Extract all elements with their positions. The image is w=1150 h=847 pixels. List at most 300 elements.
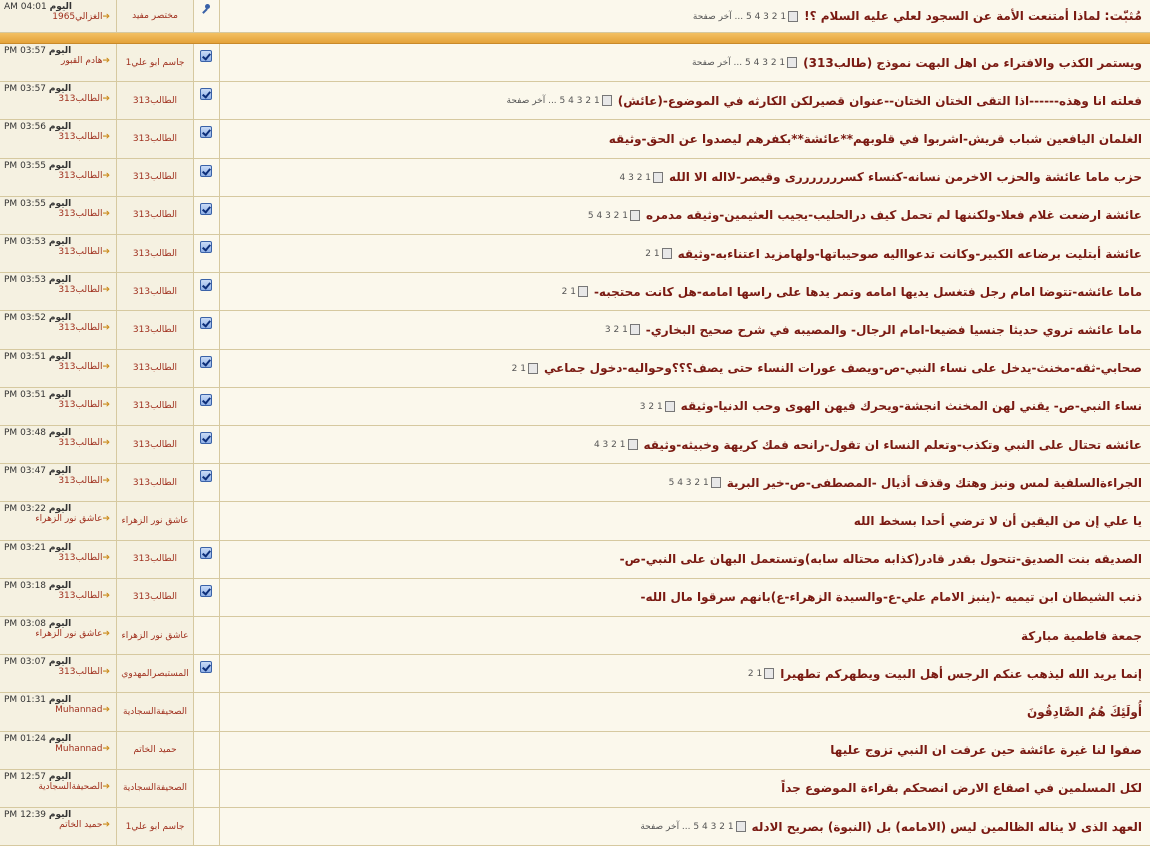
- last-poster-link[interactable]: [4, 247, 112, 257]
- last-post-cell: [0, 617, 117, 654]
- multipage-icon: [665, 401, 675, 412]
- last-poster-link[interactable]: [4, 744, 112, 754]
- last-post-time: [4, 390, 112, 400]
- checkmark-icon: [200, 279, 212, 291]
- thread-row: [0, 770, 1150, 808]
- thread-title-link[interactable]: ذنب الشيطان ابن تيميه -(ينبز الامام علي-ع-والسيدة الزهراء-ع)بانهم سرقوا مال الله-: [640, 590, 1142, 605]
- checkmark-icon: [200, 661, 212, 673]
- multipage-icon: [764, 668, 774, 679]
- time-day: اليوم: [49, 2, 72, 12]
- time-day: اليوم: [48, 466, 72, 477]
- thread-row: [0, 311, 1150, 349]
- time-day: اليوم: [48, 46, 72, 56]
- last-post-time: [4, 46, 112, 56]
- time-clock: 03:53 PM: [4, 275, 49, 286]
- thread-status-cell: [194, 235, 220, 272]
- thread-title-cell: [220, 235, 1150, 272]
- last-poster-name: عاشق نور الزهراء: [35, 629, 103, 639]
- multipage-icon: [787, 57, 797, 68]
- last-poster-name: الطالب313: [58, 590, 103, 601]
- thread-row: [0, 82, 1150, 120]
- checkmark-icon: [200, 547, 212, 559]
- thread-title-cell: [220, 617, 1150, 654]
- multipage-icon: [578, 286, 588, 297]
- page-links-text[interactable]: 1 2 3 4: [593, 440, 626, 451]
- last-poster-name: Muhannad: [55, 743, 103, 754]
- last-post-cell: [0, 311, 117, 348]
- thread-title-link[interactable]: يا علي إن من اليقين أن لا ترضي أحدا بسخط الله: [853, 513, 1142, 528]
- thread-title-cell: [220, 197, 1150, 234]
- thread-title-cell: [220, 693, 1150, 730]
- page-links-text[interactable]: 1 2: [561, 287, 576, 298]
- thread-row: [0, 502, 1150, 540]
- thread-title-link[interactable]: لكل المسلمين في اصقاع الارض انصحكم بقراءة الموضوع جداً: [781, 781, 1142, 796]
- last-post-time: [4, 734, 112, 744]
- time-clock: 03:53 PM: [4, 237, 49, 247]
- thread-starter[interactable]: عاشق نور الزهراء: [117, 617, 194, 654]
- time-clock: 03:18 PM: [4, 580, 49, 591]
- page-links[interactable]: [645, 248, 671, 259]
- time-clock: 03:22 PM: [4, 504, 49, 515]
- last-poster-link[interactable]: [4, 323, 112, 333]
- thread-row: [0, 350, 1150, 388]
- page-links[interactable]: [692, 57, 797, 68]
- last-poster-link[interactable]: [4, 476, 112, 486]
- thread-starter[interactable]: الطالب313: [117, 426, 194, 463]
- last-post-cell: [0, 655, 117, 692]
- sticky-thread-row: [0, 0, 1150, 33]
- thread-starter[interactable]: حميد الخاتم: [117, 732, 194, 769]
- last-post-time: [4, 428, 112, 438]
- thread-row: [0, 44, 1150, 82]
- thread-title-link[interactable]: ماما عائشه تروي حديثا جنسيا فضيعا-امام الرجال- والمصيبه في شرح صحيح البخاري-: [645, 322, 1142, 337]
- thread-status-cell: [194, 120, 220, 157]
- time-day: اليوم: [48, 84, 72, 95]
- thread-starter[interactable]: الطالب313: [117, 350, 194, 387]
- last-post-cell: [0, 579, 117, 616]
- thread-status-cell: [194, 464, 220, 501]
- last-poster-link[interactable]: [4, 285, 112, 295]
- thread-row: [0, 426, 1150, 464]
- thread-title-link[interactable]: ماما عائشه-تتوضا امام رجل فتغسل يديها امامه وتمر يدها على راسها امامه-هل كانت محتجبه-: [593, 284, 1142, 299]
- time-day: اليوم: [48, 428, 72, 438]
- multipage-icon: [653, 172, 663, 183]
- last-post-time: [4, 122, 112, 132]
- page-links[interactable]: [512, 363, 538, 374]
- multipage-icon: [628, 439, 638, 450]
- thread-title-cell: [220, 732, 1150, 769]
- thread-starter[interactable]: الطالب313: [117, 388, 194, 425]
- page-links[interactable]: [605, 324, 640, 335]
- thread-title-cell: [220, 0, 1150, 32]
- thread-row: [0, 464, 1150, 502]
- thread-status-cell: [194, 655, 220, 692]
- go-last-post-icon[interactable]: ➔: [102, 705, 110, 716]
- page-links[interactable]: [640, 821, 745, 832]
- last-post-cell: [0, 235, 117, 272]
- checkmark-icon: [200, 470, 212, 482]
- thread-row: [0, 732, 1150, 770]
- last-post-time: [4, 619, 112, 629]
- page-links-text[interactable]: 1 2 3: [604, 325, 628, 336]
- thread-title-link[interactable]: فعلته انا وهذه------اذا التقى الختان الختان--عنوان قصيرلكن الكارثه في الموضوع-(عائش): [617, 93, 1142, 108]
- page-links-text[interactable]: 1 2: [645, 249, 660, 260]
- page-links[interactable]: [507, 95, 612, 106]
- page-links[interactable]: [594, 439, 638, 450]
- thread-title-cell: [220, 464, 1150, 501]
- thread-title-cell: [220, 273, 1150, 310]
- last-poster-link[interactable]: [4, 553, 112, 563]
- go-last-post-icon[interactable]: ➔: [102, 552, 110, 563]
- last-post-cell: [0, 732, 117, 769]
- section-separator: [0, 33, 1150, 44]
- last-poster-link[interactable]: [4, 667, 112, 677]
- time-day: اليوم: [48, 771, 72, 782]
- thread-title-cell: [220, 388, 1150, 425]
- thread-title-cell: [220, 808, 1150, 845]
- last-post-time: [4, 237, 112, 247]
- last-post-cell: [0, 44, 117, 81]
- last-poster-link[interactable]: [4, 400, 112, 410]
- last-post-cell: [0, 770, 117, 807]
- multipage-icon: [788, 11, 798, 22]
- last-poster-link[interactable]: [4, 362, 112, 372]
- go-last-post-icon[interactable]: ➔: [102, 514, 110, 525]
- time-day: اليوم: [48, 313, 72, 324]
- thread-row: [0, 693, 1150, 731]
- last-poster-name: Muhannad: [55, 705, 103, 716]
- thread-starter[interactable]: الطالب313: [117, 273, 194, 310]
- page-links[interactable]: [693, 11, 798, 22]
- last-poster-name: الطالب313: [58, 552, 103, 563]
- thread-row: [0, 197, 1150, 235]
- thread-title-link[interactable]: عائشه تحتال على النبي وتكذب-وتعلم النساء ان تقول-رانحه فمك كريهة وخبيثه-وثيقه: [643, 437, 1142, 452]
- thread-starter[interactable]: مختصر مفيد: [117, 0, 194, 32]
- thread-status-cell: [194, 159, 220, 196]
- last-poster-name: الطالب313: [58, 323, 103, 334]
- thread-title-link[interactable]: لماذا أمتنعت الأمة عن السجود لعلي عليه السلام ؟!: [804, 9, 1101, 23]
- go-last-post-icon[interactable]: ➔: [102, 247, 110, 257]
- thread-status-cell: [194, 541, 220, 578]
- checkmark-icon: [200, 50, 212, 62]
- thread-title-cell: [220, 655, 1150, 692]
- time-clock: 03:21 PM: [4, 542, 49, 553]
- page-links-text[interactable]: 1 2 3: [639, 401, 663, 412]
- last-post-cell: [0, 502, 117, 539]
- thread-starter[interactable]: جاسم ابو علي1: [117, 808, 194, 845]
- thread-starter[interactable]: عاشق نور الزهراء: [117, 502, 194, 539]
- thread-starter[interactable]: الطالب313: [117, 579, 194, 616]
- last-poster-name: عاشق نور الزهراء: [35, 514, 103, 525]
- thread-title-link[interactable]: الغلمان اليافعين شباب قريش-اشربوا في قلوبهم**عائشة**بكفرهم ليصدوا عن الحق-وثيقه: [608, 131, 1142, 146]
- time-clock: 03:47 PM: [4, 466, 49, 477]
- pin-icon: [200, 4, 212, 16]
- thread-starter[interactable]: الطالب313: [117, 541, 194, 578]
- time-clock: 03:51 PM: [4, 389, 49, 400]
- thread-status-cell: [194, 693, 220, 730]
- go-last-post-icon[interactable]: ➔: [102, 56, 110, 66]
- thread-starter[interactable]: الطالب313: [117, 235, 194, 272]
- thread-status-cell: [194, 350, 220, 387]
- time-clock: 01:31 PM: [4, 695, 49, 706]
- thread-row: [0, 808, 1150, 846]
- thread-starter[interactable]: الطالب313: [117, 159, 194, 196]
- last-post-time: [4, 313, 112, 323]
- go-last-post-icon[interactable]: ➔: [102, 170, 110, 181]
- last-post-time: [4, 810, 112, 820]
- last-post-time: [4, 695, 112, 705]
- thread-title-cell: [220, 541, 1150, 578]
- checkmark-icon: [200, 241, 212, 253]
- page-links-text[interactable]: 1 2: [511, 363, 526, 374]
- thread-starter[interactable]: الطالب313: [117, 82, 194, 119]
- go-last-post-icon[interactable]: ➔: [102, 94, 110, 105]
- multipage-icon: [630, 324, 640, 335]
- time-day: اليوم: [48, 695, 72, 706]
- last-post-time: [4, 199, 112, 209]
- last-post-time: [4, 84, 112, 94]
- last-post-time: [4, 352, 112, 362]
- time-day: اليوم: [48, 389, 72, 400]
- thread-starter[interactable]: الصحيفةالسجادية: [117, 693, 194, 730]
- time-clock: 03:08 PM: [4, 619, 49, 629]
- last-post-time: [4, 657, 112, 667]
- thread-row: [0, 235, 1150, 273]
- checkmark-icon: [200, 88, 212, 100]
- last-post-cell: [0, 82, 117, 119]
- page-links-text[interactable]: 1 2 3 4 5 ... آخر صفحة: [692, 11, 787, 22]
- thread-starter[interactable]: الطالب313: [117, 197, 194, 234]
- thread-title-link[interactable]: الجراءةالسلفية لمس ونبز وهتك وقذف أذيال -المصطفى-ص-خير البرية: [726, 475, 1142, 490]
- thread-title-link[interactable]: صحابي-ثقه-مخنث-يدخل على نساء النبي-ص-ويصف عورات النساء حتى يصف؟؟؟وحواليه-دخول جماعي: [543, 361, 1142, 376]
- thread-title-cell: [220, 311, 1150, 348]
- thread-starter[interactable]: الطالب313: [117, 464, 194, 501]
- last-poster-name: الغزالي1965: [52, 12, 103, 22]
- go-last-post-icon[interactable]: ➔: [102, 820, 110, 830]
- last-poster-name: حميد الخاتم: [59, 820, 103, 830]
- last-post-time: [4, 772, 112, 782]
- last-post-cell: [0, 808, 117, 845]
- time-clock: 03:55 PM: [4, 198, 49, 209]
- page-links[interactable]: [619, 172, 663, 183]
- thread-status-cell: [194, 732, 220, 769]
- page-links-text[interactable]: 1 2: [747, 669, 763, 680]
- page-links[interactable]: [669, 477, 721, 488]
- go-last-post-icon[interactable]: ➔: [102, 208, 110, 219]
- last-poster-name: الطالب313: [58, 438, 103, 448]
- last-poster-link[interactable]: [4, 629, 112, 639]
- time-day: اليوم: [48, 351, 72, 362]
- page-links-text[interactable]: 1 2 3 4 5 ... آخر صفحة: [691, 58, 786, 69]
- last-post-cell: [0, 693, 117, 730]
- thread-title-link[interactable]: إنما يريد الله ليذهب عنكم الرجس أهل البيت ويطهركم تطهيرا: [780, 666, 1142, 681]
- time-day: اليوم: [48, 810, 72, 820]
- thread-row: [0, 541, 1150, 579]
- multipage-icon: [736, 821, 746, 832]
- page-links[interactable]: [748, 668, 774, 679]
- multipage-icon: [528, 363, 538, 374]
- time-day: اليوم: [48, 619, 72, 629]
- thread-title-cell: [220, 120, 1150, 157]
- last-poster-name: الطالب313: [58, 667, 103, 678]
- page-links[interactable]: [640, 401, 675, 412]
- last-post-time: [4, 504, 112, 514]
- go-last-post-icon[interactable]: ➔: [102, 438, 110, 448]
- thread-title-link[interactable]: ويستمر الكذب والافتراء من اهل البهت نموذج (طالب313): [803, 55, 1142, 70]
- thread-status-cell: [194, 502, 220, 539]
- thread-title-cell: [220, 44, 1150, 81]
- last-poster-name: الطالب313: [58, 399, 103, 410]
- page-links-text[interactable]: 1 2 3 4 5 ... آخر صفحة: [640, 822, 734, 833]
- thread-status-cell: [194, 617, 220, 654]
- last-post-cell: [0, 273, 117, 310]
- last-post-time: [4, 161, 112, 171]
- last-poster-name: الطالب313: [58, 208, 103, 219]
- go-last-post-icon[interactable]: ➔: [102, 285, 110, 296]
- thread-title-link[interactable]: جمعة فاطمية مباركة: [1021, 628, 1142, 643]
- checkmark-icon: [200, 165, 212, 177]
- time-clock: 03:52 PM: [4, 313, 49, 324]
- last-poster-link[interactable]: [4, 56, 112, 66]
- last-poster-link[interactable]: [4, 209, 112, 219]
- time-clock: 03:55 PM: [4, 160, 49, 171]
- time-clock: 01:24 PM: [4, 733, 49, 744]
- thread-starter[interactable]: الصحيفةالسجادية: [117, 770, 194, 807]
- page-links-text[interactable]: 1 2 3 4 5 ... آخر صفحة: [506, 96, 600, 107]
- time-clock: 03:57 PM: [4, 46, 49, 56]
- time-day: اليوم: [48, 580, 72, 591]
- go-last-post-icon[interactable]: ➔: [102, 476, 110, 487]
- last-poster-link[interactable]: [4, 820, 112, 830]
- last-poster-name: الطالب313: [58, 94, 103, 105]
- thread-title-link[interactable]: صفوا لنا غيرة عائشة حين عرفت ان النبي تزوج عليها: [830, 743, 1142, 758]
- go-last-post-icon[interactable]: ➔: [102, 323, 110, 334]
- go-last-post-icon[interactable]: ➔: [102, 590, 110, 601]
- last-post-cell: [0, 159, 117, 196]
- thread-title-link[interactable]: نساء النبي-ص- يقني لهن المخنث انجشة-ويحرك فيهن الهوى وحب الدنيا-وثيقه: [680, 399, 1142, 414]
- thread-status-cell: [194, 311, 220, 348]
- thread-status-cell: [194, 197, 220, 234]
- go-last-post-icon[interactable]: ➔: [102, 781, 110, 792]
- time-clock: 03:48 PM: [4, 428, 49, 438]
- thread-title-link[interactable]: عائشة أبتليت برضاعه الكبير-وكانت تدعوااليه صوحيباتها-ولهامزيد اعتناءبه-وثيقه: [677, 246, 1142, 261]
- thread-row: [0, 388, 1150, 426]
- last-poster-link[interactable]: [4, 591, 112, 601]
- last-poster-name: هادم القبور: [61, 56, 103, 66]
- last-post-time: [4, 543, 112, 553]
- time-day: اليوم: [48, 504, 72, 515]
- page-links[interactable]: [588, 210, 640, 221]
- go-last-post-icon[interactable]: ➔: [102, 629, 110, 639]
- time-day: اليوم: [48, 733, 72, 744]
- time-day: اليوم: [48, 542, 72, 553]
- go-last-post-icon[interactable]: ➔: [102, 399, 110, 410]
- thread-status-cell: [194, 273, 220, 310]
- thread-status-cell: [194, 388, 220, 425]
- thread-starter[interactable]: جاسم ابو علي1: [117, 44, 194, 81]
- checkmark-icon: [200, 585, 212, 597]
- time-clock: 12:39 PM: [4, 810, 49, 820]
- thread-title-link[interactable]: حزب ماما عائشة والحزب الاخرمن نسانه-كنساء كسرررررررى وقيصر-لااله الا الله: [669, 170, 1142, 185]
- thread-title-cell: [220, 579, 1150, 616]
- time-day: اليوم: [48, 160, 72, 171]
- last-poster-link[interactable]: [4, 132, 112, 142]
- last-post-cell: [0, 120, 117, 157]
- thread-title-link[interactable]: عائشة ارضعت غلام فعلا-ولكننها لم تحمل كيف درالحليب-يجيب العثيمين-وثيقه مدمره: [646, 208, 1142, 223]
- page-links-text[interactable]: 1 2 3 4 5: [668, 478, 709, 489]
- checkmark-icon: [200, 356, 212, 368]
- thread-row: [0, 617, 1150, 655]
- last-post-cell: [0, 426, 117, 463]
- thread-row: [0, 655, 1150, 693]
- go-last-post-icon[interactable]: ➔: [102, 743, 110, 754]
- thread-row: [0, 120, 1150, 158]
- last-poster-name: الطالب313: [58, 247, 103, 257]
- go-last-post-icon[interactable]: ➔: [102, 12, 110, 22]
- thread-title-cell: [220, 502, 1150, 539]
- thread-status-cell: [194, 426, 220, 463]
- thread-starter[interactable]: الطالب313: [117, 311, 194, 348]
- page-links-text[interactable]: 1 2 3 4 5: [587, 210, 629, 221]
- last-post-time: [4, 2, 112, 12]
- last-post-cell: [0, 464, 117, 501]
- multipage-icon: [711, 477, 721, 488]
- last-poster-link[interactable]: [4, 94, 112, 104]
- time-day: اليوم: [48, 657, 72, 668]
- go-last-post-icon[interactable]: ➔: [102, 361, 110, 372]
- last-post-cell: [0, 0, 117, 32]
- time-clock: 04:01 AM: [4, 2, 47, 12]
- thread-row: [0, 579, 1150, 617]
- checkmark-icon: [200, 394, 212, 406]
- go-last-post-icon[interactable]: ➔: [102, 132, 110, 143]
- thread-title-link[interactable]: أُولَئِكَ هُمُ الصَّادِقُونَ: [1027, 704, 1142, 719]
- time-clock: 12:57 PM: [4, 771, 49, 782]
- last-poster-link[interactable]: [4, 782, 112, 792]
- last-post-cell: [0, 197, 117, 234]
- thread-starter[interactable]: الطالب313: [117, 120, 194, 157]
- time-clock: 03:57 PM: [4, 84, 49, 95]
- page-links[interactable]: [562, 286, 588, 297]
- thread-starter[interactable]: المستبصرالمهدوي: [117, 655, 194, 692]
- last-poster-name: الطالب313: [58, 361, 103, 372]
- multipage-icon: [662, 248, 672, 259]
- thread-title-link[interactable]: الصديقه بنت الصديق-تتحول بقدر قادر(كذابه محتاله سابه)وتستعمل البهان على النبي-ص-: [619, 552, 1142, 567]
- time-day: اليوم: [48, 237, 72, 247]
- time-day: اليوم: [48, 198, 72, 209]
- last-poster-link[interactable]: [4, 514, 112, 524]
- thread-title-link[interactable]: العهد الذى لا يناله الظالمين ليس (الامامه) بل (النبوة) بصريح الادله: [751, 819, 1142, 834]
- thread-row: [0, 273, 1150, 311]
- go-last-post-icon[interactable]: ➔: [102, 667, 110, 678]
- last-poster-link[interactable]: [4, 705, 112, 715]
- last-poster-link[interactable]: [4, 12, 112, 22]
- thread-title-cell: [220, 159, 1150, 196]
- thread-title-cell: [220, 770, 1150, 807]
- thread-title-cell: [220, 426, 1150, 463]
- last-poster-link[interactable]: [4, 438, 112, 448]
- thread-status-cell: [194, 579, 220, 616]
- thread-status-cell: [194, 44, 220, 81]
- checkmark-icon: [200, 317, 212, 329]
- thread-status-cell: [194, 0, 220, 32]
- checkmark-icon: [200, 432, 212, 444]
- last-poster-link[interactable]: [4, 171, 112, 181]
- page-links-text[interactable]: 1 2 3 4: [619, 172, 652, 183]
- time-clock: 03:56 PM: [4, 122, 49, 133]
- time-clock: 03:07 PM: [4, 657, 49, 668]
- last-poster-name: الطالب313: [58, 476, 103, 487]
